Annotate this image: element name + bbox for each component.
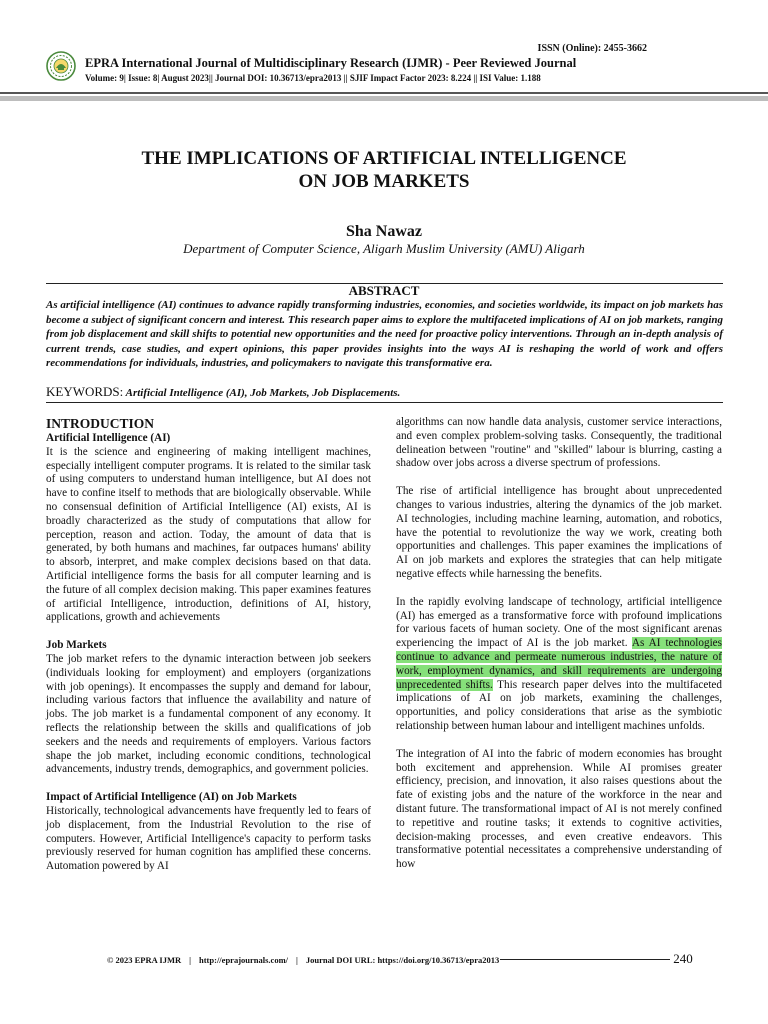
journal-peer-reviewed: - Peer Reviewed Journal xyxy=(442,56,577,70)
paper-title-line-2: ON JOB MARKETS xyxy=(298,171,470,192)
footer-dash-rule xyxy=(500,959,670,960)
keywords xyxy=(46,384,723,400)
paragraph-job-markets: The job market refers to the dynamic interaction between job seekers (individuals looking for employment) and employers (organizations with job openings). It encompasses the supply and demand for labour, including various factors that influence the availability and nature of jobs. The job market is a fundamental component of any economy. It reflects the relationship between the skills and qualifications of job seekers and the needs and requirements of employers. Various factors shape the job market, including economic conditions, technological advancements, industry trends, demographics, and government policies. xyxy=(46,652,371,776)
footer-url[interactable]: http://eprajournals.com/ xyxy=(199,955,289,965)
abstract-text: As artificial intelligence (AI) continues to advance rapidly transforming industries, economies, and societies worldwide, its impact on job markets has become a subject of significant concern and interest. This research paper aims to explore the multifaceted implications of AI on job markets, ranging from job displacement and skill shifts to potential new opportunities and the need for proactive policy interventions. Through an in-depth analysis of current trends, case studies, and expert opinions, this paper provides insights into the ways AI is reshaping the world of work and offers recommendations for individuals, industries, and policymakers to navigate this transformative era. xyxy=(46,299,723,369)
paper-title xyxy=(0,147,768,193)
footer-doi-url[interactable]: Journal DOI URL: https://doi.org/10.36713/epra2013 xyxy=(305,955,500,965)
issn-text: ISSN (Online): 2455-3662 xyxy=(537,43,647,54)
paper-title-line-1: THE IMPLICATIONS OF ARTIFICIAL INTELLIGENCE xyxy=(141,148,627,169)
page-footer: © 2023 EPRA IJMR | http://eprajournals.com/ | Journal DOI URL: https://doi.org/10.36713/epra2013 240 xyxy=(107,951,693,966)
header-band xyxy=(0,96,768,101)
section-heading-introduction: INTRODUCTION xyxy=(46,416,155,431)
page-number: 240 xyxy=(673,951,693,966)
paragraph-ai-definition: It is the science and engineering of making intelligent machines, especially intelligent computer programs. It is related to the similar task of using computers to understand human intelligence, but AI does not have to confine itself to methods that are biologically observable. While no consensual definition of Artificial Intelligence (AI) exists, AI is broadly characterized as the study of computations that allow for perception, reason and action. Today, the amount of data that is generated, by both humans and machines, far outpaces humans' ability to absorb, interpret, and make complex decisions based on that data. Artificial intelligence forms the basis for all computer learning and is the future of all complex decision making. This paper examines features of artificial Intelligence, introduction, definitions of AI, history, applications, growth and achievements xyxy=(46,445,371,624)
left-column xyxy=(46,416,371,874)
paragraph-text-after-highlight: This research paper delves into the multifaceted implications of AI on job markets, examining the challenges, opportunities, and policy considerations that arise as the symbiotic relationship between human labour and intelligent machines unfolds. xyxy=(396,678,722,732)
journal-meta: Volume: 9| Issue: 8| August 2023|| Journal DOI: 10.36713/epra2013 || SJIF Impact Factor 2023: 8.224 || ISI Value: 1.188 xyxy=(85,73,541,83)
journal-name xyxy=(85,56,576,71)
subheading-job-markets: Job Markets xyxy=(46,639,107,652)
keywords-values: Artificial Intelligence (AI), Job Markets, Job Displacements. xyxy=(123,387,401,399)
paragraph-automation-continued: algorithms can now handle data analysis, customer service interactions, and even complex problem-solving tasks. Consequently, the traditional delineation between "routine" and "skilled" labour is blurring, casting a shadow over jobs across a diverse spectrum of professions. xyxy=(396,416,722,470)
header-rule xyxy=(0,92,768,94)
paragraph-text-before-highlight: In the rapidly evolving landscape of technology, artificial intelligence (AI) has emerged as a transformative force with profound implications for various facets of human society. One of the most significant arenas experiencing the impact of AI is the job market. xyxy=(396,595,722,650)
footer-copyright: © 2023 EPRA IJMR xyxy=(107,955,182,965)
subheading-artificial-intelligence: Artificial Intelligence (AI) xyxy=(46,432,171,444)
paragraph-rise-of-ai: The rise of artificial intelligence has brought about unprecedented changes to various industries, altering the dynamics of the job market. AI technologies, including machine learning, automation, and robotics, have the potential to revolutionize the way we work, creating both opportunities and challenges. This paper examines the implications of AI on job markets and explores the strategies that can help mitigate negative effects while harnessing the benefits. xyxy=(396,485,722,580)
journal-title: EPRA International Journal of Multidisciplinary Research (IJMR) xyxy=(85,56,443,70)
paragraph-impact-of-ai: Historically, technological advancements have frequently led to fears of job displacement, from the Industrial Revolution to the rise of computers. However, Artificial Intelligence's capacity to perform tasks previously reserved for human cognition has amplified these concerns. Automation powered by AI xyxy=(46,804,371,873)
epra-logo-icon xyxy=(46,51,76,81)
paragraph-integration-of-ai: The integration of AI into the fabric of modern economies has brought both excitement and apprehension. While AI promises greater efficiency, precision, and innovation, it also raises questions about the fate of existing jobs and the nature of the workforce in the near and distant future. The transformational impact of AI is not merely confined to repetitive and routine tasks; it extends to cognitive activities, decision-making processes, and even creative endeavors. This transformative potential necessitates a comprehensive understanding of how xyxy=(396,747,722,871)
highlighted-text: As AI technologies continue to advance and permeate numerous industries, the nature of work, employment dynamics, and skill requirements are undergoing unprecedented shifts. xyxy=(396,637,722,691)
keywords-rule xyxy=(46,402,723,403)
abstract-heading: ABSTRACT xyxy=(348,283,420,298)
author-name: Sha Nawaz xyxy=(345,223,422,240)
paragraph-evolving-landscape xyxy=(396,596,722,734)
right-column xyxy=(396,416,722,872)
author-affiliation: Department of Computer Science, Aligarh Muslim University (AMU) Aligarh xyxy=(183,241,585,256)
keywords-label: KEYWORDS: xyxy=(46,384,124,399)
subheading-impact-of-ai: Impact of Artificial Intelligence (AI) on Job Markets xyxy=(46,791,297,804)
